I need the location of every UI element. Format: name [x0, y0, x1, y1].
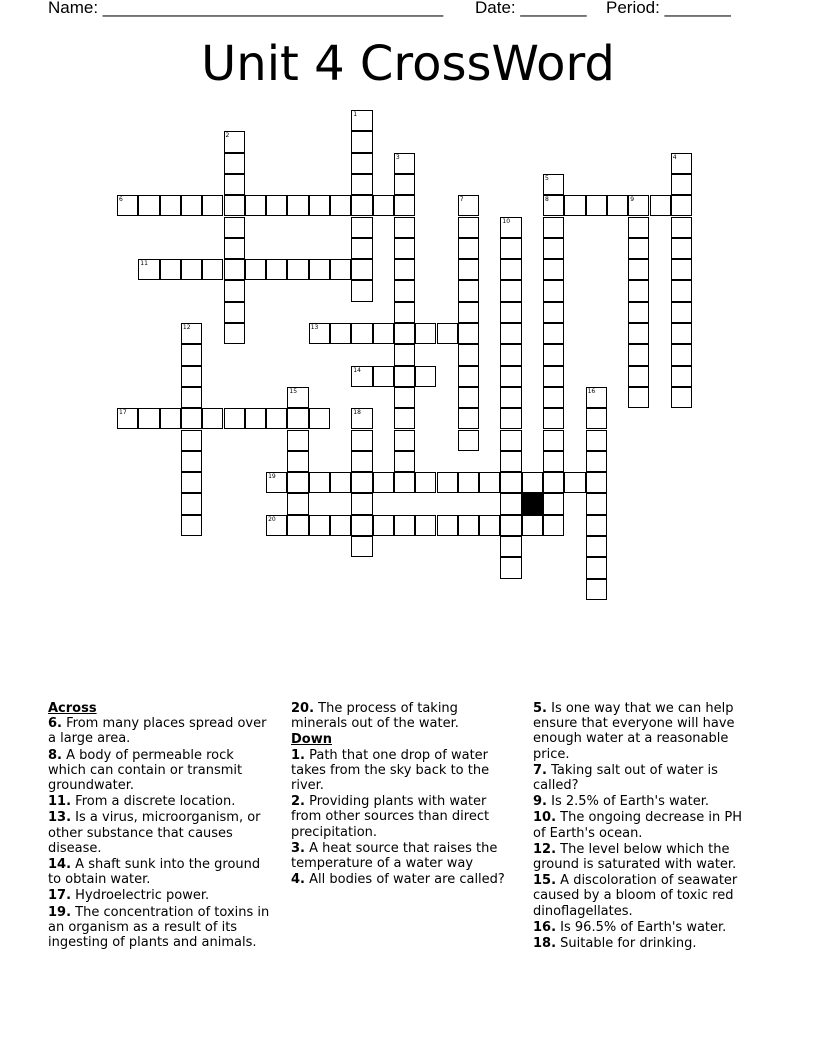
grid-cell[interactable]: [138, 408, 159, 429]
grid-cell[interactable]: [607, 195, 628, 216]
grid-cell[interactable]: [181, 366, 202, 387]
grid-cell[interactable]: [500, 259, 521, 280]
clue-number: 16.: [533, 919, 557, 935]
grid-cell[interactable]: [564, 472, 585, 493]
grid-cell[interactable]: [394, 280, 415, 301]
clue-text: From a discrete location.: [71, 794, 236, 810]
grid-cell[interactable]: [181, 259, 202, 280]
clue-number: 18.: [533, 936, 557, 952]
grid-cell[interactable]: [287, 472, 308, 493]
clue-number: 12.: [533, 841, 557, 857]
grid-cell[interactable]: [309, 323, 330, 344]
grid-cell[interactable]: [181, 387, 202, 408]
clue-number: 5: [545, 174, 549, 182]
grid-cell[interactable]: [543, 238, 564, 259]
grid-cell[interactable]: [458, 430, 479, 451]
clue-text: The process of taking minerals out of the water.: [291, 701, 459, 732]
grid-cell[interactable]: [394, 302, 415, 323]
grid-cell[interactable]: [373, 323, 394, 344]
grid-cell[interactable]: [309, 472, 330, 493]
grid-cell[interactable]: [628, 387, 649, 408]
grid-cell[interactable]: [543, 366, 564, 387]
clue-number: 13.: [48, 810, 72, 826]
period-field[interactable]: Period: _______: [606, 0, 731, 17]
across-clue-list: [48, 716, 273, 950]
clue-number: 10.: [533, 810, 557, 826]
grid-cell[interactable]: [245, 408, 266, 429]
grid-cell[interactable]: [543, 451, 564, 472]
clue-item: [533, 873, 758, 919]
grid-cell[interactable]: [415, 472, 436, 493]
clue-number: 6: [119, 196, 123, 204]
grid-cell[interactable]: [394, 430, 415, 451]
grid-cell[interactable]: [394, 344, 415, 365]
clue-text: Is a virus, microorganism, or other substance that causes disease.: [48, 810, 261, 856]
clue-number: 2.: [291, 794, 305, 810]
clue-item: [48, 748, 273, 794]
clue-number: 15: [289, 387, 298, 395]
grid-cell[interactable]: [394, 472, 415, 493]
grid-cell[interactable]: [394, 174, 415, 195]
grid-cell[interactable]: [373, 472, 394, 493]
clue-number: 14: [353, 366, 361, 374]
grid-cell[interactable]: [351, 174, 372, 195]
grid-cell[interactable]: [458, 238, 479, 259]
grid-cell[interactable]: [181, 430, 202, 451]
grid-cell[interactable]: [628, 302, 649, 323]
grid-cell[interactable]: [437, 515, 458, 536]
clue-number: 9: [630, 196, 635, 204]
grid-cell[interactable]: [224, 323, 245, 344]
grid-cell[interactable]: [138, 259, 159, 280]
grid-cell[interactable]: [415, 515, 436, 536]
grid-cell[interactable]: [224, 408, 245, 429]
grid-cell[interactable]: [458, 472, 479, 493]
grid-cell[interactable]: [351, 195, 372, 216]
grid-cell[interactable]: [586, 536, 607, 557]
clues-column-3: [533, 701, 758, 952]
grid-cell[interactable]: [671, 302, 692, 323]
grid-cell[interactable]: [543, 344, 564, 365]
clue-number: 15.: [533, 873, 557, 889]
grid-cell[interactable]: [287, 387, 308, 408]
down-clue-list: [291, 748, 516, 888]
clue-text: A body of permeable rock which can contain or transmit groundwater.: [48, 747, 243, 794]
grid-cell[interactable]: [458, 302, 479, 323]
grid-cell[interactable]: [671, 195, 692, 216]
grid-cell[interactable]: [500, 280, 521, 301]
clue-number: 2: [225, 132, 230, 140]
clue-text: Hydroelectric power.: [71, 888, 210, 904]
grid-cell[interactable]: [543, 515, 564, 536]
grid-cell[interactable]: [330, 323, 351, 344]
grid-cell[interactable]: [671, 217, 692, 238]
clue-number: 20.: [291, 701, 315, 716]
grid-cell[interactable]: [586, 493, 607, 514]
grid-cell[interactable]: [160, 408, 181, 429]
grid-cell[interactable]: [500, 302, 521, 323]
grid-cell[interactable]: [351, 259, 372, 280]
clue-text: Taking salt out of water is called?: [533, 762, 718, 794]
grid-cell[interactable]: [287, 259, 308, 280]
grid-cell[interactable]: [181, 344, 202, 365]
grid-cell[interactable]: [586, 195, 607, 216]
grid-cell[interactable]: [266, 408, 287, 429]
clues-column-2: [291, 701, 516, 888]
grid-cell[interactable]: [181, 515, 202, 536]
grid-cell[interactable]: [266, 515, 287, 536]
grid-cell[interactable]: [671, 323, 692, 344]
clue-text: Is 2.5% of Earth's water.: [546, 794, 709, 810]
grid-cell[interactable]: [351, 280, 372, 301]
grid-cell[interactable]: [181, 493, 202, 514]
clue-item: [291, 748, 516, 794]
grid-cell[interactable]: [543, 408, 564, 429]
grid-cell[interactable]: [351, 408, 372, 429]
clue-item: [48, 794, 273, 809]
down-clue-list-cont: [533, 701, 758, 951]
across-heading: Across: [48, 701, 97, 716]
grid-cell[interactable]: [500, 430, 521, 451]
clue-number: 4: [672, 153, 677, 161]
grid-cell[interactable]: [458, 515, 479, 536]
name-field[interactable]: Name: ____________________________________: [48, 0, 444, 17]
grid-cell[interactable]: [351, 217, 372, 238]
grid-cell[interactable]: [543, 493, 564, 514]
clue-item: [48, 810, 273, 856]
grid-cell[interactable]: [160, 195, 181, 216]
grid-cell[interactable]: [351, 110, 372, 131]
clue-number: 10: [502, 217, 511, 225]
clue-text: The level below which the ground is saturated with water.: [533, 841, 737, 873]
grid-cell[interactable]: [373, 195, 394, 216]
grid-cell[interactable]: [586, 387, 607, 408]
grid-cell[interactable]: [138, 195, 159, 216]
clue-text: From many places spread over a large area.: [48, 716, 267, 747]
grid-cell[interactable]: [543, 302, 564, 323]
grid-cell[interactable]: [224, 259, 245, 280]
clue-text: The ongoing decrease in PH of Earth's ocean.: [533, 810, 743, 841]
grid-cell[interactable]: [351, 131, 372, 152]
grid-cell[interactable]: [671, 344, 692, 365]
clue-number: 8.: [48, 747, 62, 763]
grid-cell[interactable]: [671, 259, 692, 280]
grid-cell[interactable]: [287, 493, 308, 514]
grid-cell[interactable]: [500, 344, 521, 365]
grid-cell[interactable]: [351, 238, 372, 259]
grid-cell[interactable]: [330, 195, 351, 216]
grid-cell[interactable]: [309, 408, 330, 429]
clue-number: 7.: [533, 762, 547, 778]
grid-cell[interactable]: [202, 259, 223, 280]
grid-cell[interactable]: [500, 557, 521, 578]
grid-cell[interactable]: [351, 515, 372, 536]
grid-cell[interactable]: [671, 280, 692, 301]
grid-cell[interactable]: [458, 259, 479, 280]
grid-cell[interactable]: [351, 536, 372, 557]
grid-cell[interactable]: [245, 259, 266, 280]
grid-cell[interactable]: [394, 366, 415, 387]
grid-cell[interactable]: [224, 238, 245, 259]
grid-cell[interactable]: [351, 430, 372, 451]
grid-cell[interactable]: [351, 451, 372, 472]
grid-cell[interactable]: [394, 515, 415, 536]
clue-number: 3: [395, 153, 400, 161]
clue-text: Is 96.5% of Earth's water.: [556, 919, 727, 935]
grid-cell[interactable]: [458, 195, 479, 216]
grid-cell[interactable]: [181, 472, 202, 493]
grid-cell[interactable]: [224, 217, 245, 238]
grid-cell[interactable]: [287, 195, 308, 216]
grid-cell[interactable]: [500, 472, 521, 493]
grid-cell[interactable]: [181, 323, 202, 344]
grid-cell[interactable]: [543, 472, 564, 493]
clue-number: 9.: [533, 794, 547, 810]
grid-cell[interactable]: [287, 451, 308, 472]
clue-number: 3.: [291, 840, 305, 856]
clue-number: 19.: [48, 904, 72, 920]
grid-cell[interactable]: [522, 515, 543, 536]
grid-cell[interactable]: [224, 174, 245, 195]
grid-cell[interactable]: [287, 408, 308, 429]
grid-cell[interactable]: [586, 515, 607, 536]
clue-item: [291, 701, 516, 731]
grid-cell[interactable]: [671, 153, 692, 174]
grid-cell[interactable]: [500, 408, 521, 429]
grid-cell[interactable]: [500, 493, 521, 514]
grid-cell[interactable]: [543, 323, 564, 344]
clue-item: [48, 857, 273, 887]
clue-item: [291, 794, 516, 840]
grid-cell[interactable]: [266, 195, 287, 216]
grid-cell[interactable]: [224, 302, 245, 323]
clue-text: Path that one drop of water takes from the sky back to the river.: [291, 747, 490, 794]
grid-cell[interactable]: [224, 153, 245, 174]
clue-number: 5.: [533, 701, 547, 716]
grid-cell[interactable]: [458, 217, 479, 238]
clue-item: [533, 763, 758, 793]
clue-item: [48, 905, 273, 951]
grid-cell[interactable]: [543, 195, 564, 216]
grid-cell[interactable]: [586, 408, 607, 429]
across-clue-list-cont: [291, 701, 516, 731]
clue-text: A shaft sunk into the ground to obtain water.: [48, 857, 261, 888]
grid-cell[interactable]: [586, 579, 607, 600]
date-field[interactable]: Date: _______: [475, 0, 587, 17]
grid-cell[interactable]: [628, 280, 649, 301]
grid-cell[interactable]: [671, 174, 692, 195]
clue-item: [48, 888, 273, 903]
grid-cell[interactable]: [373, 515, 394, 536]
grid-cell[interactable]: [458, 387, 479, 408]
grid-cell[interactable]: [224, 131, 245, 152]
grid-cell[interactable]: [394, 323, 415, 344]
grid-cell[interactable]: [543, 217, 564, 238]
grid-cell[interactable]: [628, 366, 649, 387]
grid-cell[interactable]: [394, 451, 415, 472]
grid-cell[interactable]: [266, 472, 287, 493]
grid-cell[interactable]: [394, 259, 415, 280]
clue-number: 6.: [48, 716, 62, 732]
grid-cell[interactable]: [202, 408, 223, 429]
grid-cell[interactable]: [458, 280, 479, 301]
grid-cell[interactable]: [394, 153, 415, 174]
clue-text: A heat source that raises the temperature of a water way: [291, 840, 498, 872]
grid-cell[interactable]: [224, 195, 245, 216]
grid-cell[interactable]: [330, 259, 351, 280]
clue-number: 11.: [48, 794, 72, 810]
grid-cell[interactable]: [500, 366, 521, 387]
grid-cell[interactable]: [117, 408, 138, 429]
down-heading: Down: [291, 732, 332, 748]
grid-cell[interactable]: [458, 323, 479, 344]
grid-cell[interactable]: [160, 259, 181, 280]
grid-cell[interactable]: [543, 174, 564, 195]
clue-text: All bodies of water are called?: [304, 872, 505, 888]
grid-cell[interactable]: [394, 387, 415, 408]
grid-cell[interactable]: [543, 259, 564, 280]
grid-cell[interactable]: [628, 195, 649, 216]
grid-cell[interactable]: [415, 366, 436, 387]
grid-cell[interactable]: [394, 195, 415, 216]
clue-number: 14.: [48, 857, 72, 873]
grid-cell[interactable]: [500, 451, 521, 472]
grid-cell[interactable]: [181, 408, 202, 429]
black-cell: [522, 493, 543, 514]
grid-cell[interactable]: [500, 217, 521, 238]
clue-number: 20: [268, 515, 276, 523]
page-title: Unit 4 CrossWord: [201, 36, 615, 92]
grid-cell[interactable]: [330, 472, 351, 493]
grid-cell[interactable]: [437, 323, 458, 344]
grid-cell[interactable]: [287, 430, 308, 451]
grid-cell[interactable]: [202, 195, 223, 216]
grid-cell[interactable]: [628, 238, 649, 259]
clue-item: [533, 842, 758, 872]
grid-cell[interactable]: [500, 323, 521, 344]
grid-cell[interactable]: [543, 387, 564, 408]
grid-cell[interactable]: [543, 430, 564, 451]
clues-column-1: [48, 701, 273, 951]
grid-cell[interactable]: [628, 344, 649, 365]
grid-cell[interactable]: [415, 323, 436, 344]
grid-cell[interactable]: [266, 259, 287, 280]
grid-cell[interactable]: [586, 557, 607, 578]
grid-cell[interactable]: [500, 387, 521, 408]
clue-item: [533, 810, 758, 840]
grid-cell[interactable]: [628, 259, 649, 280]
clue-number: 1.: [291, 747, 305, 763]
clue-number: 11: [140, 260, 148, 268]
grid-cell[interactable]: [500, 536, 521, 557]
clue-number: 7: [459, 196, 464, 204]
grid-cell[interactable]: [394, 217, 415, 238]
clue-number: 4.: [291, 872, 305, 888]
clue-item: [533, 794, 758, 809]
grid-cell[interactable]: [287, 515, 308, 536]
clue-text: Is one way that we can help ensure that everyone will have enough water at a reasonable price.: [533, 701, 735, 762]
clue-item: [533, 701, 758, 762]
grid-cell[interactable]: [181, 451, 202, 472]
clue-number: 16: [587, 387, 596, 395]
grid-cell[interactable]: [650, 195, 671, 216]
grid-cell[interactable]: [351, 472, 372, 493]
grid-cell[interactable]: [586, 472, 607, 493]
clue-text: Providing plants with water from other sources than direct precipitation.: [291, 794, 490, 840]
grid-cell[interactable]: [373, 366, 394, 387]
grid-cell[interactable]: [351, 366, 372, 387]
grid-cell[interactable]: [181, 195, 202, 216]
grid-cell[interactable]: [586, 451, 607, 472]
grid-cell[interactable]: [500, 515, 521, 536]
grid-cell[interactable]: [394, 408, 415, 429]
grid-cell[interactable]: [522, 472, 543, 493]
clue-number: 8: [545, 196, 549, 204]
grid-cell[interactable]: [628, 323, 649, 344]
grid-cell[interactable]: [586, 430, 607, 451]
clue-item: [533, 920, 758, 935]
clue-text: The concentration of toxins in an organism as a result of its ingesting of plants and animals.: [48, 904, 270, 951]
clue-number: 19: [268, 473, 276, 481]
clue-number: 1: [353, 111, 358, 118]
clue-item: [48, 716, 273, 746]
grid-cell[interactable]: [309, 259, 330, 280]
clue-item: [533, 936, 758, 951]
clue-item: [291, 872, 516, 887]
grid-cell[interactable]: [309, 515, 330, 536]
grid-cell[interactable]: [351, 153, 372, 174]
grid-cell[interactable]: [224, 280, 245, 301]
grid-cell[interactable]: [351, 323, 372, 344]
grid-cell[interactable]: [479, 472, 500, 493]
grid-cell[interactable]: [394, 238, 415, 259]
grid-cell[interactable]: [458, 344, 479, 365]
grid-cell[interactable]: [330, 515, 351, 536]
clue-number: 13: [310, 324, 319, 331]
grid-cell[interactable]: [437, 472, 458, 493]
clue-item: [291, 841, 516, 871]
grid-cell[interactable]: [671, 366, 692, 387]
grid-cell[interactable]: [564, 195, 585, 216]
grid-cell[interactable]: [245, 195, 266, 216]
grid-cell[interactable]: [543, 280, 564, 301]
grid-cell[interactable]: [671, 238, 692, 259]
grid-cell[interactable]: [351, 493, 372, 514]
grid-cell[interactable]: [671, 387, 692, 408]
clue-number: 17: [119, 409, 127, 417]
clue-number: 12: [182, 324, 191, 331]
clue-text: A discoloration of seawater caused by a bloom of toxic red dinoflagellates.: [533, 873, 738, 919]
clue-number: 17.: [48, 888, 72, 904]
grid-cell[interactable]: [500, 238, 521, 259]
grid-cell[interactable]: [458, 366, 479, 387]
grid-cell[interactable]: [479, 515, 500, 536]
grid-cell[interactable]: [628, 217, 649, 238]
clue-text: Suitable for drinking.: [556, 936, 697, 952]
grid-cell[interactable]: [309, 195, 330, 216]
grid-cell[interactable]: [458, 408, 479, 429]
clue-number: 18: [353, 409, 361, 417]
grid-cell[interactable]: [117, 195, 138, 216]
